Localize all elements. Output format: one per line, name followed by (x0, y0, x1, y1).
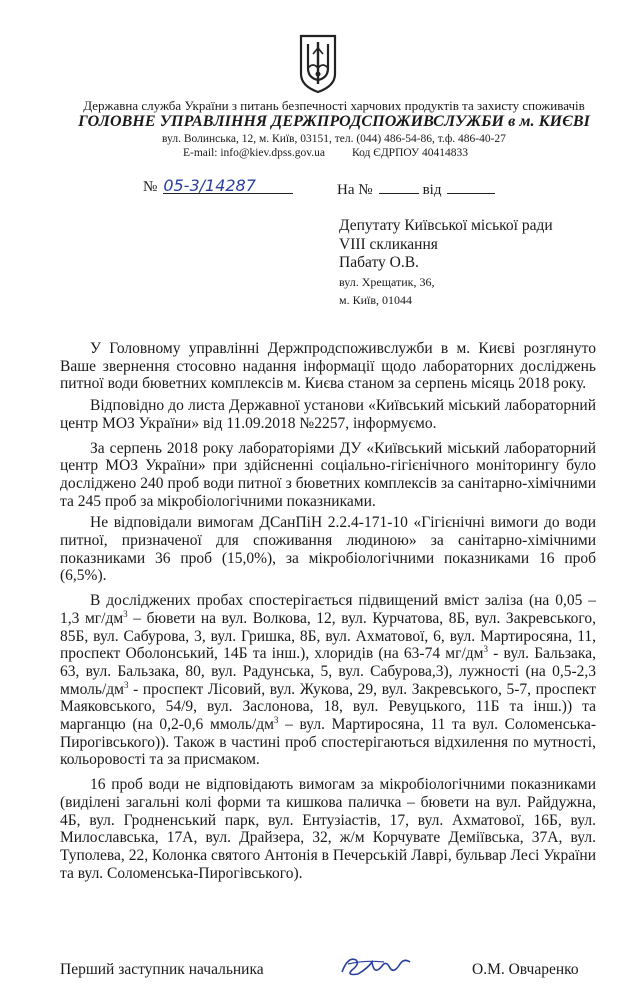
superscript: 3 (273, 714, 279, 725)
number-label: № (143, 179, 158, 195)
ref-number-blank (379, 180, 419, 194)
superscript: 3 (483, 644, 488, 655)
addressee-line: Депутату Київської міської ради (339, 217, 553, 234)
organization-address: вул. Волинська, 12, м. Київ, 03151, тел. (044) 486-54-86, т.ф. 486-40-27 (162, 133, 506, 145)
addressee-line: VIII скликання (339, 235, 438, 253)
reference-number (337, 180, 495, 199)
signature-icon (338, 950, 414, 982)
superscript: 3 (123, 608, 128, 619)
ref-date-label: від (422, 182, 442, 198)
paragraph: 16 проб води не відповідають вимогам за мікробіологічними показниками (виділені загальні колі форми та кишкова паличка – бювети на вул. Райдужна, 4Б, вул. Гродненський парк, вул. Ентузіастів, 17, вул. Ахматової, 16Б, вул. Милославська, 17А, вул. Драйзера, 32, ж/м Корчувате Деміївська, 37А, вул. Туполева, 22, Колонка святого Антонія в Печерській Лаврі, бульвар Лесі України та вул. Соломенська-Пирогівського). (60, 776, 596, 882)
organization-code: Код ЄДРПОУ 40414833 (352, 147, 469, 159)
ref-label: На № (337, 182, 373, 198)
superscript: 3 (123, 679, 129, 690)
organization-title: ГОЛОВНЕ УПРАВЛІННЯ ДЕРЖПРОДСПОЖИВСЛУЖБИ в м. КИЄВІ (78, 113, 590, 130)
ministry-name: Державна служба України з питань безпечності харчових продуктів та захисту споживачів (83, 98, 585, 113)
outgoing-number (143, 178, 293, 196)
addressee-street: вул. Хрещатик, 36, (339, 274, 435, 289)
paragraph: Не відповідали вимогам ДСанПіН 2.2.4-171-10 «Гігієнічні вимоги до води питної, призначеної для споживання людиною» за санітарно-хімічними показниками 36 проб (15,0%), за мікробіологічними показниками 16 проб (6,5%). (60, 514, 596, 585)
paragraph: За серпень 2018 року лабораторіями ДУ «Київський міський лабораторний центр МОЗ України» при здійсненні соціально-гігієнічного моніторингу було досліджено 240 проб води питної з бюветних комплексів за санітарно-хімічними та 245 проб за мікробіологічними показниками. (60, 439, 596, 510)
signatory-name: О.М. Овчаренко (472, 961, 579, 978)
paragraph: Відповідно до листа Державної установи «Київський міський лабораторний центр МОЗ України» від 11.09.2018 №2257, інформуємо. (60, 397, 596, 432)
addressee-name: Пабату О.В. (339, 254, 419, 271)
trident-emblem-icon (297, 34, 339, 94)
paragraph-text: – бювети на вул. Волкова, 12, вул. Курчатова, 8Б, вул. Закревського, 85Б, вул. Сабурова, 3, вул. Гришка, 8Б, вул. Ахматової, 6, вул. Мартиросяна, 11, проспект Оболонський, 14Б та інш.), хлоридів (на 63-74 мг/дм (60, 609, 597, 663)
organization-email: E-mail: info@kiev.dpss.gov.ua (183, 147, 325, 159)
paragraph: У Головному управлінні Держпродспоживслужби в м. Києві розглянуто Ваше звернення стосовно надання інформації щодо лабораторних досліджень питної води бюветних комплексів м. Києва станом за серпень місяць 2018 року. (60, 340, 596, 393)
paragraph-text: В досліджених пробах спостерігається підвищений вміст заліза (на 0,05 – 1,3 мг/дм (60, 592, 596, 627)
paragraph-text: - проспект Лісовий, вул. Жукова, 29, вул. Закревського, 5-7, проспект Маяковського, 54/9, вул. Заслонова, 18, вул. Ревуцького, 11Б та інш.)) та марганцю (на 0,2-0,6 ммоль/дм (60, 680, 596, 734)
paragraph-text: - вул. Бальзака, 63, вул. Бальзака, 80, вул. Радунська, 5, вул. Сабурова,3), лужності (на 0,5-2,3 ммоль/дм (60, 645, 596, 698)
letter-body (60, 340, 596, 889)
ref-date-blank (447, 180, 495, 194)
addressee-block (339, 217, 553, 309)
signatory-position: Перший заступник начальника (60, 961, 264, 978)
paragraph (60, 592, 596, 769)
paragraph-text: – вул. Мартиросяна, 11 та вул. Соломенська-Пирогівського)). Також в частині проб спостерігаються відхилення по мутності, кольоровості та за присмаком. (60, 716, 596, 769)
addressee-city: м. Київ, 01044 (339, 292, 413, 307)
handwritten-number: 05-3/14287 (163, 178, 293, 194)
